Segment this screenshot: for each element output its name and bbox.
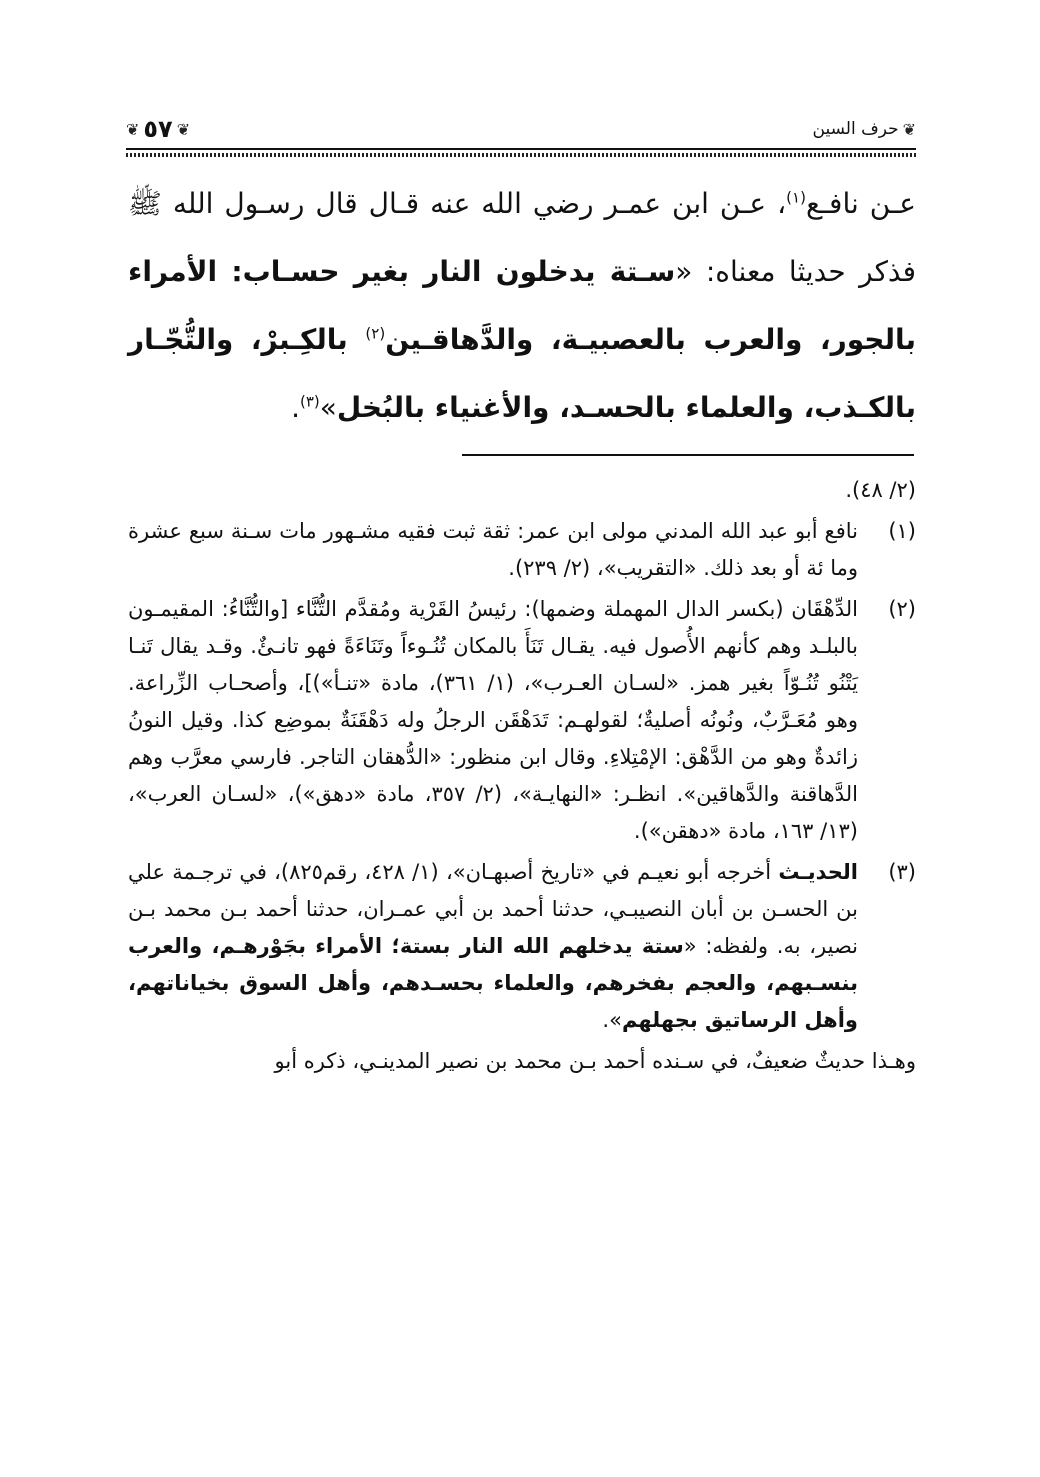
- footnote-ref-3[interactable]: (٣): [299, 392, 320, 411]
- floral-ornament-icon: ❦: [126, 119, 140, 139]
- header-rule: [126, 148, 916, 150]
- footnote-body: أخرجه أبو نعيـم في «تاريخ أصبهـان»، (١/ ٤٢٨، رقم٨٢٥)، في ترجـمة علي بن الحسـن بن أبان النصيبـي، حدثنا أحمد بن أبي عمـران، حدثنا أحمد بـن محمد بـن نصير، به. ولفظه: «: [128, 860, 859, 958]
- footnote-number: (٣): [888, 860, 916, 884]
- footnote-text: [128, 854, 858, 1039]
- footnote-1: [128, 513, 916, 587]
- header-dotted-rule: [126, 153, 916, 157]
- footnote-continuation: (٢/ ٤٨).: [845, 478, 916, 502]
- main-text-part: »: [319, 391, 337, 424]
- footnote-text: نافع أبو عبد الله المدني مولى ابن عمر: ثقة ثبت فقيه مشـهور مات سـنة سبع عشرة وما ئة أو بعد ذلك. «التقريب»، (٢/ ٢٣٩).: [128, 519, 858, 580]
- chapter-title: حرف السين: [812, 119, 899, 139]
- footnote-3: [128, 854, 916, 1039]
- footnote-ref-1[interactable]: (١): [786, 188, 806, 207]
- main-text-part: .: [291, 391, 300, 424]
- main-paragraph: [128, 170, 916, 442]
- running-title: [813, 110, 916, 148]
- footnotes: [128, 472, 916, 1080]
- footnote-text: الدِّهْقَان (بكسر الدال المهملة وضمها): رئيسُ القَرْية ومُقدَّم التُّنَّاء [والتُّنَّاءُ: المقيمـون بالبلـد وهم كأنهم الأُصول فيه. يقـال تَنَأَ بالمكان تُنُـوءاً وتَنَاءَةً فهو تانـئٌ. وقـد يقال تَنـا يَتْنُو تُنُـوّاً بغير همز. «لسـان العـرب»، (١/ ٣٦١)، مادة «تنـأ»)]، وأصحـاب الزِّراعة. وهو مُعَـرَّبٌ، ونُونُه أصليةٌ؛ لقولهـم: تَدَهْقَن الرجلُ وله دَهْقَنَةٌ بموضِع كذا. وقيل النونُ زائدةٌ وهو من الدَّهْق: الإمْتِلاءِ. وقال ابن منظور: «الدُّهقان التاجر. فارسي معرَّب وهم الدَّهاقنة والدَّهاقين». انظـر: «النهايـة»، (٢/ ٣٥٧، مادة «دهق»)، «لسـان العرب»، (١٣/ ١٦٣، مادة «دهقن»).: [128, 597, 858, 843]
- footnote-number: (٢): [888, 597, 916, 621]
- main-text-part: ، عـن ابن عمـر رضي الله عنه قـال قال رسـول الله ﷺ فذكر حديثا معناه: «: [128, 187, 916, 288]
- footnote-2: [128, 591, 916, 850]
- footnote-number: (١): [888, 519, 916, 543]
- footnote-ref-2[interactable]: (٢): [365, 324, 386, 343]
- footnote-closing-line: وهـذا حديثٌ ضعيفٌ، في سـنده أحمد بـن محمد بن نصير المدينـي، ذكره أبو: [274, 1049, 916, 1073]
- page-number: ٥٧: [143, 115, 173, 143]
- page-number-box: [126, 110, 190, 148]
- page-header: [126, 110, 916, 150]
- main-text-part: عـن نافـع: [805, 187, 916, 220]
- floral-ornament-icon: ❦: [902, 119, 916, 139]
- hadith-quote: سـتة يدخلون النار بغير حسـاب: الأمراء بالجور، والعرب بالعصبيـة، والدَّهاقـين: [128, 255, 917, 356]
- floral-ornament-icon: ❦: [176, 119, 191, 139]
- footnote-separator: [462, 454, 914, 456]
- main-text: [128, 170, 916, 442]
- footnote-lead: الحديـث: [778, 860, 858, 884]
- hadith-quote: بالكِـبرْ، والتُّجّـار بالكـذب، والعلماء بالحسـد، والأغنياء بالبُخل: [128, 323, 916, 424]
- footnote-tail: ».: [602, 1008, 622, 1032]
- footnote-quote: ستة يدخلهم الله النار بستة؛ الأمراء بجَوْرهـم، والعرب بنسـبهم، والعجم بفخرهم، والعلماء بحسـدهم، وأهل السوق بخياناتهم، وأهل الرساتيق بجهلهم: [128, 934, 858, 1032]
